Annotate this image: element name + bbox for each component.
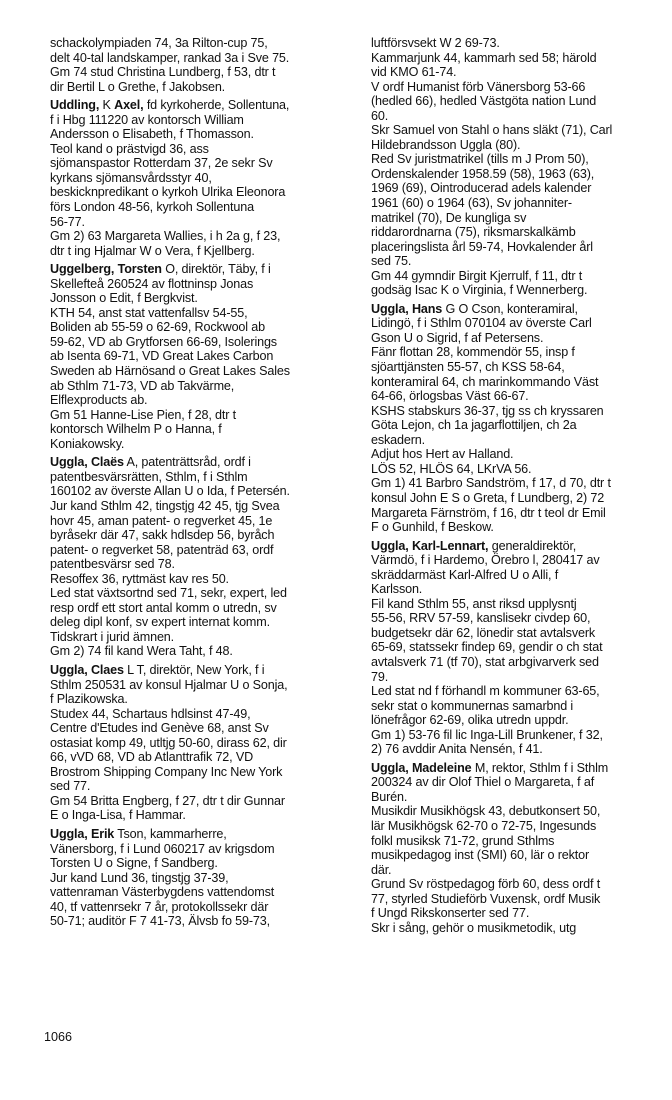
entry-paragraph: Red Sv juristmatrikel (tills m J Prom 50), Ordenskalender 1958.59 (58), 1963 (63), 1969 (69), Ointroducerad adels kalender 1961 (60) o 1964 (63), Sv johanniter- matrikel (70), De kungliga sv riddarordnarna (75), riksmarskalkämb placeringslista årl 59-74, Hovkalender årl sed 75.	[371, 152, 595, 269]
entry-firstname: Claes	[90, 662, 124, 677]
entry-intro: fd kyrkoherde, Sollentuna, f i Hbg 111220 av kontorsch William Andersson o Elisabeth, f Thomasson.	[50, 98, 290, 142]
entry-firstname: Torsten	[117, 262, 162, 277]
biography-entry	[50, 663, 355, 823]
entry-firstname: Madeleine	[411, 760, 472, 775]
entry-paragraph: KSHS stabskurs 36-37, tjg ss ch kryssaren Göta Lejon, ch 1a jagarflottiljen, ch 2a eskadern.	[371, 403, 604, 447]
entry-paragraph: Led stat nd f förhandl m kommuner 63-65, sekr stat o kommunernas samarbnd i lönefrågor 62-69, olika utredn uppdr.	[371, 684, 600, 728]
entry-heading	[50, 663, 355, 707]
entry-paragraph: LÖS 52, HLÖS 64, LKrVA 56.	[371, 461, 532, 476]
entry-heading	[371, 761, 667, 805]
entry-firstname: Erik	[90, 826, 115, 841]
biography-entry	[50, 98, 355, 258]
entry-paragraph: Jur kand Lund 36, tingstjg 37-39, vattenraman Västerbygdens vattendomst 40, tf vattenrsekr 7 år, protokollssekr där 50-71; auditör F 7 41-73, Älvsb fo 59-73,	[50, 870, 275, 929]
biography-entry	[50, 455, 355, 659]
entry-paragraph: Adjut hos Hert av Halland.	[371, 447, 514, 462]
entry-firstname: Hans	[411, 301, 443, 316]
biography-entry	[50, 36, 355, 94]
entry-paragraph: Gm 2) 74 fil kand Wera Taht, f 48.	[50, 644, 233, 659]
entry-paragraph: luftförsvsekt W 2 69-73.	[371, 36, 500, 50]
entry-firstname: Axel,	[114, 98, 144, 113]
entry-paragraph: Tidskrart i jurid ämnen.	[50, 629, 175, 644]
entry-heading	[50, 455, 355, 499]
entry-paragraph: Musikdir Musikhögsk 43, debutkonsert 50, lär Musikhögsk 62-70 o 72-75, Ingesunds folkl musiksk 71-72, grund Sthlms musikpedagog inst (SMI) 60, lär o rektor där.	[371, 804, 601, 877]
entry-paragraph: Studex 44, Schartaus hdlsinst 47-49, Centre d'Etudes ind Genève 68, anst Sv ostasiat komp 49, utltjg 50-60, dirass 62, dir 66, vVD 68, VD ab Atlanttrafik 72, VD Brostrom Shipping Company Inc New York sed 77.	[50, 706, 287, 794]
biography-entry	[50, 262, 355, 451]
entry-firstname: Karl-Lennart,	[411, 538, 489, 553]
entry-paragraph: Teol kand o prästvigd 36, ass sjömanspastor Rotterdam 37, 2e sekr Sv kyrkans sjömansvårdsstyr 40, beskicknpredikant o kyrkoh Ulrika Eleonora förs London 48-56, kyrkoh Sollentuna 56-77.	[50, 141, 286, 229]
entry-surname: Uggla,	[371, 538, 409, 553]
entry-heading	[50, 262, 355, 306]
entry-surname: Uggelberg,	[50, 262, 115, 277]
entry-paragraph: Gm 44 gymndir Birgit Kjerrulf, f 11, dtr t godsäg Isac K o Virginia, f Wennerberg.	[371, 268, 588, 298]
entry-intro: A, patenträttsråd, ordf i patentbesvärsrätten, Sthlm, f i Sthlm 160102 av överste Allan U o Ida, f Petersén.	[50, 455, 290, 499]
entry-intro: M, rektor, Sthlm f i Sthlm 200324 av dir Olof Thiel o Margareta, f af Burén.	[371, 760, 609, 804]
right-column	[371, 36, 667, 939]
entry-surname: Uggla,	[371, 760, 409, 775]
entry-surname: Uggla,	[50, 826, 88, 841]
entry-paragraph: KTH 54, anst stat vattenfallsv 54-55, Boliden ab 55-59 o 62-69, Rockwool ab 59-62, VD ab Grytforsen 66-69, Isolerings ab Isenta 69-71, VD Great Lakes Carbon Sweden ab Härnösand o Great Lakes Sales ab Sthlm 71-73, VD ab Takvärme, Elflexproducts ab.	[50, 305, 290, 408]
entry-paragraph: Gm 54 Britta Engberg, f 27, dtr t dir Gunnar E o Inga-Lisa, f Hammar.	[50, 793, 285, 823]
biography-entry	[371, 761, 667, 936]
left-column	[50, 36, 355, 933]
entry-surname: Uddling,	[50, 98, 100, 113]
entry-paragraph: Skr i sång, gehör o musikmetodik, utg	[371, 920, 577, 935]
entry-paragraph: Gm 1) 53-76 fil lic Inga-Lill Brunkener, f 32, 2) 76 avddir Anita Nensén, f 41.	[371, 727, 603, 757]
biography-entry	[371, 36, 667, 298]
entry-paragraph: Gm 1) 41 Barbro Sandström, f 17, d 70, dtr t konsul John E S o Greta, f Lundberg, 2) 72 Margareta Färnström, f 16, dtr t teol dr Emil F o Gunhild, f Beskow.	[371, 476, 611, 535]
entry-paragraph: Gm 51 Hanne-Lise Pien, f 28, dtr t kontorsch Wilhelm P o Hanna, f Koniakowsky.	[50, 407, 237, 451]
entry-initials: K	[99, 98, 115, 113]
entry-paragraph: Skr Samuel von Stahl o hans släkt (71), Carl Hildebrandsson Uggla (80).	[371, 123, 613, 152]
entry-paragraph: V ordf Humanist förb Vänersborg 53-66 (hedled 66), hedled Västgöta nation Lund 60.	[371, 79, 597, 123]
entry-surname: Uggla,	[50, 662, 88, 677]
entry-paragraph: schackolympiaden 74, 3a Rilton-cup 75, delt 40-tal landskamper, rankad 3a i Sve 75. Gm 74 stud Christina Lundberg, f 53, dtr t dir Bertil L o Grethe, f Jakobsen.	[50, 36, 290, 94]
entry-intro: O, direktör, Täby, f i Skellefteå 260524 av flottninsp Jonas Jonsson o Edit, f Bergkvist.	[50, 262, 271, 306]
entry-intro: generaldirektör, Värmdö, f i Hardemo, Örebro l, 280417 av skräddarmäst Karl-Alfred U o Alli, f Karlsson.	[371, 538, 600, 597]
entry-heading	[371, 302, 667, 346]
entry-surname: Uggla,	[50, 455, 88, 470]
entry-paragraph: Led stat växtsortnd sed 71, sekr, expert, led resp ordf ett stort antal komm o utredn, sv deleg dipl konf, sv expert internat komm.	[50, 586, 287, 630]
entry-surname: Uggla,	[371, 301, 409, 316]
entry-heading	[371, 539, 667, 597]
entry-heading	[50, 98, 355, 142]
entry-intro: L T, direktör, New York, f i Sthlm 250531 av konsul Hjalmar U o Sonja, f Plazikowska.	[50, 662, 288, 707]
entry-intro: G O Cson, konteramiral, Lidingö, f i Sthlm 070104 av överste Carl Gson U o Sigrid, f af Petersens.	[371, 301, 592, 345]
entry-paragraph: Kammarjunk 44, kammarh sed 58; härold vid KMO 61-74.	[371, 50, 597, 80]
entry-firstname: Claës	[90, 455, 124, 470]
page-number: 1066	[44, 1030, 73, 1044]
biography-entry	[371, 302, 667, 535]
entry-paragraph: Jur kand Sthlm 42, tingstjg 42 45, tjg Svea hovr 45, aman patent- o regverket 45, 1e byråsekr där 47, sakk hdlsdep 56, byråch patent- o regverket 58, patenträd 63, ordf patentbesvärsr sed 78.	[50, 498, 280, 572]
entry-intro: Tson, kammarherre, Vänersborg, f i Lund 060217 av krigsdom Torsten U o Signe, f Sandberg.	[50, 826, 275, 871]
entry-paragraph: Fil kand Sthlm 55, anst riksd upplysntj 55-56, RRV 57-59, kanslisekr civdep 60, budgetsekr där 62, lönedir stat avtalsverk 65-69, statssekr findep 69, gendir o ch stat avtalsverk 71 (tf 70), stat arbgivarverk sed 79.	[371, 596, 603, 684]
entry-paragraph: Gm 2) 63 Margareta Wallies, i h 2a g, f 23, dtr t ing Hjalmar W o Vera, f Kjellberg.	[50, 229, 281, 258]
entry-paragraph: Grund Sv röstpedagog förb 60, dess ordf t 77, styrled Studieförb Vuxensk, ordf Musik f Ungd Rikskonserter sed 77.	[371, 877, 601, 921]
entry-paragraph: Fänr flottan 28, kommendör 55, insp f sjöarttjänsten 55-57, ch KSS 58-64, konteramiral 64, ch marinkommando Väst 64-66, örlogsbas Väst 66-67.	[371, 345, 599, 404]
entry-paragraph: Resoffex 36, ryttmäst kav res 50.	[50, 571, 229, 586]
entry-heading	[50, 827, 355, 871]
biography-entry	[371, 539, 667, 757]
biography-entry	[50, 827, 355, 929]
